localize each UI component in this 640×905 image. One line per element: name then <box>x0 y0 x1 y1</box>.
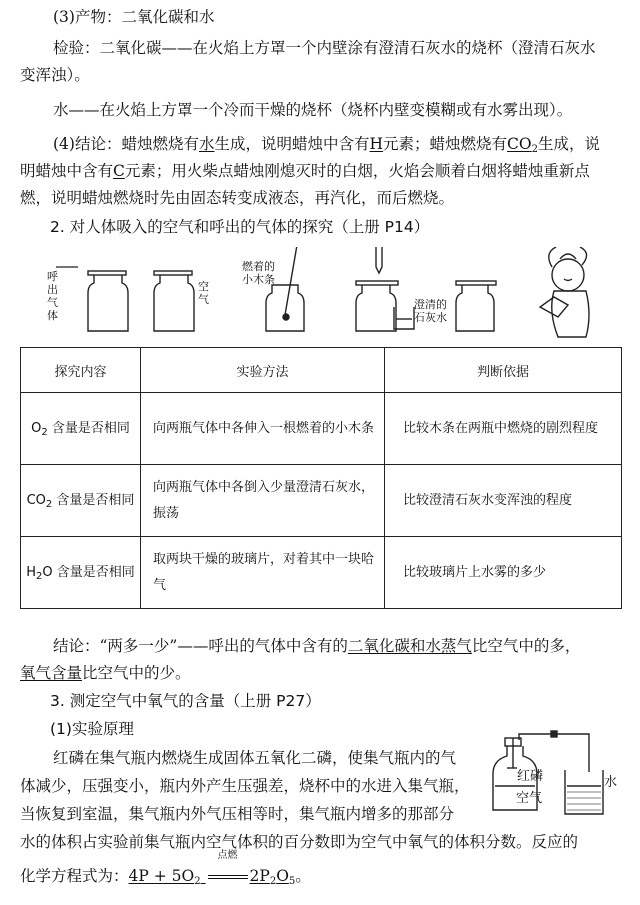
breath-experiment-figure <box>20 247 620 347</box>
row-basis: 比较木条在两瓶中燃烧的剧烈程度 <box>385 393 622 465</box>
product-line: (3)产物：二氧化碳和水 <box>53 8 215 26</box>
row-basis: 比较玻璃片上水雾的多少 <box>385 537 622 609</box>
label-exhaled-gas: 呼 出 气 体 <box>47 270 58 322</box>
principle-line-4: 水的体积占实验前集气瓶内空气体积的百分数即为空气中氧气的体积分数。反应的 <box>20 833 579 851</box>
label-red-phosphorus: 红磷 <box>517 769 544 784</box>
test-water-line: 水——在火焰上方罩一个冷而干燥的烧杯（烧杯内壁变模糊或有水雾出现）。 <box>53 101 573 119</box>
heading-2: 2. 对人体吸入的空气和呼出的气体的探究（上册 P14） <box>50 218 430 236</box>
equals-sign <box>208 875 248 879</box>
heading-3: 3. 测定空气中氧气的含量（上册 P27） <box>50 692 321 710</box>
condition-ignite: 点燃 <box>217 850 238 861</box>
conclusion-4-line3: 燃，说明蜡烛燃烧时先由固态转变成液态，再汽化，而后燃烧。 <box>20 189 455 207</box>
chemical-equation: 化学方程式为：$4P + 5O_2$ 点燃 $2P_2O_5$。 <box>20 850 311 887</box>
header-content: 探究内容 <box>21 348 141 393</box>
table-row <box>21 465 622 537</box>
principle-line-2: 体减少，压强变小，瓶内外产生压强差，烧杯中的水进入集气瓶， <box>20 777 470 795</box>
header-basis: 判断依据 <box>385 348 622 393</box>
conclusion-line1: 结论：“两多一少”——呼出的气体中含有的二氧化碳和水蒸气比空气中的多， <box>53 637 581 655</box>
conclusion-4-line1: (4)结论：蜡烛燃烧有水生成，说明蜡烛中含有H元素；蜡烛燃烧有$CO_2$生成，说 <box>53 135 601 155</box>
table-row <box>21 537 622 609</box>
principle-line-3: 当恢复到室温，集气瓶内外气压相等时，集气瓶内增多的那部分 <box>20 805 455 823</box>
principle-title: (1)实验原理 <box>50 720 134 738</box>
label-air: 空 气 <box>198 280 209 306</box>
label-limewater: 澄清的 石灰水 <box>414 298 447 324</box>
oxygen-apparatus-figure <box>487 730 613 820</box>
table-header-row <box>21 348 622 393</box>
label-water: 水 <box>604 775 618 790</box>
test-co2-line: 检验：二氧化碳——在火焰上方罩一个内壁涂有澄清石灰水的烧杯（澄清石灰水 <box>53 39 596 57</box>
row-content: $O_2$ 含量是否相同 <box>21 393 141 465</box>
row-basis: 比较澄清石灰水变浑浊的程度 <box>385 465 622 537</box>
label-burning-stick: 燃着的 小木条 <box>242 260 275 286</box>
principle-line-1: 红磷在集气瓶内燃烧生成固体五氧化二磷，使集气瓶内的气 <box>53 749 457 767</box>
conclusion-line2: 氧气含量比空气中的少。 <box>20 664 191 682</box>
test-co2-line-cont: 变浑浊）。 <box>20 66 90 84</box>
header-method: 实验方法 <box>141 348 385 393</box>
experiment-table <box>20 347 622 609</box>
conclusion-4-line2: 明蜡烛中含有C元素；用火柴点蜡烛刚熄灭时的白烟，火焰会顺着白烟将蜡烛重新点 <box>20 162 590 180</box>
row-content: $H_2O$ 含量是否相同 <box>21 537 141 609</box>
row-method: 向两瓶气体中各倒入少量澄清石灰水，振荡 <box>141 465 385 537</box>
row-method: 取两块干燥的玻璃片，对着其中一块哈气 <box>141 537 385 609</box>
row-content: $CO_2$ 含量是否相同 <box>21 465 141 537</box>
row-method: 向两瓶气体中各伸入一根燃着的小木条 <box>141 393 385 465</box>
table-row <box>21 393 622 465</box>
label-air-2: 空气 <box>516 791 543 806</box>
